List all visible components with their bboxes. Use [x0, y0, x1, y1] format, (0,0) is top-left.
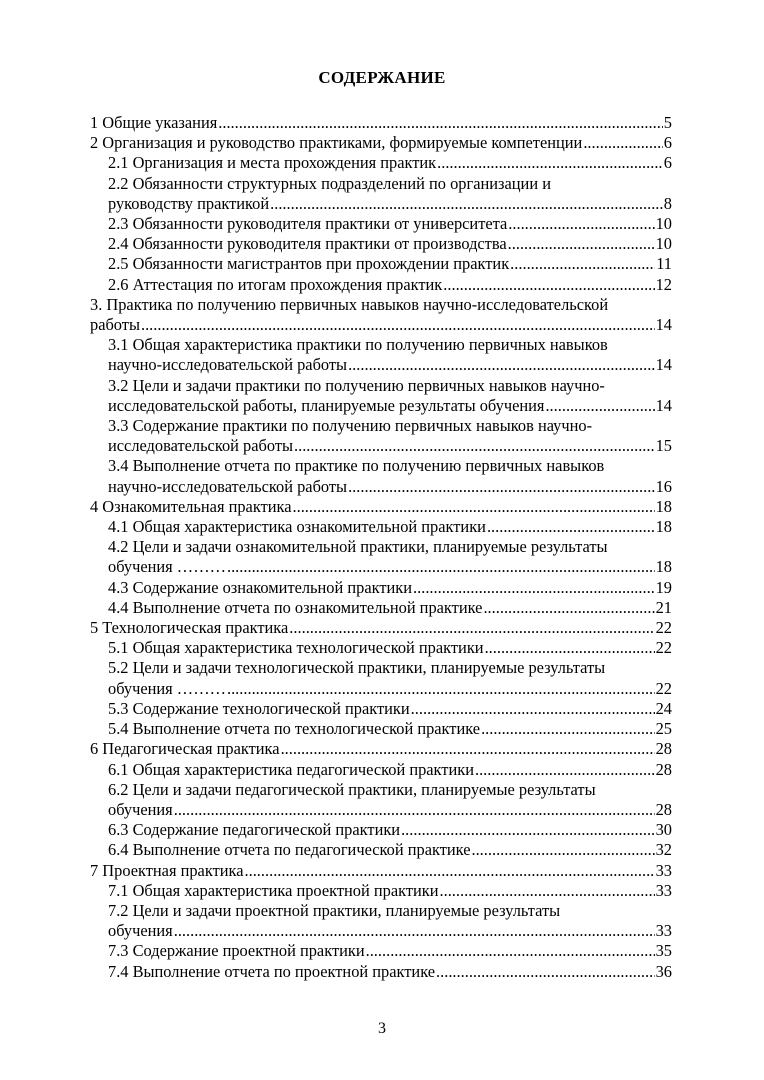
toc-entry[interactable] [90, 881, 672, 901]
toc-entry-title: работы [90, 315, 140, 335]
toc-entry[interactable] [90, 739, 672, 759]
toc-entry-title-line: 4.2 Цели и задачи ознакомительной практики, планируемые результаты [108, 537, 608, 557]
toc-page-number: 36 [655, 961, 672, 981]
toc-entry-title: 5.3 Содержание технологической практики [108, 698, 410, 718]
toc-entry-title: 2 Организация и руководство практиками, формируемые компетенции [90, 133, 583, 153]
dot-leader [174, 800, 655, 820]
toc-page-number: 30 [655, 820, 672, 840]
toc-page-number: 32 [655, 840, 672, 860]
toc-page-number: 12 [655, 274, 672, 294]
toc-entry[interactable] [90, 861, 672, 881]
toc-entry-title: 1 Общие указания [90, 113, 218, 132]
dot-leader [583, 133, 662, 153]
toc-entry-title-line: 3.2 Цели и задачи практики по получению первичных навыков научно- [108, 375, 605, 395]
dot-leader [437, 153, 663, 173]
toc-entry-title: обучения [108, 799, 173, 819]
dot-leader [411, 699, 655, 719]
toc-entry-title: 6.4 Выполнение отчета по педагогической практике [108, 840, 471, 860]
dot-leader [481, 719, 655, 739]
toc-entry-title: обучения [108, 921, 173, 941]
dot-leader [141, 315, 655, 335]
dot-leader [485, 638, 655, 658]
toc-page-number: 22 [655, 678, 672, 698]
toc-entry-title: обучения ……… [108, 557, 226, 577]
toc-entry-title: 5 Технологическая практика [90, 618, 289, 638]
dot-leader [401, 820, 655, 840]
toc-entry[interactable] [90, 234, 672, 254]
toc-page-number: 22 [655, 618, 672, 638]
toc-entry-title: 6 Педагогическая практика [90, 739, 280, 759]
dot-leader [545, 396, 654, 416]
toc-page-number: 5 [663, 113, 672, 132]
toc-entry-title: научно-исследовательской работы [108, 355, 348, 375]
toc-page-number: 15 [655, 436, 672, 456]
dot-leader [366, 941, 655, 961]
toc-entry[interactable] [90, 719, 672, 739]
toc-page-number: 33 [655, 921, 672, 941]
toc-entry-title-line: 3.3 Содержание практики по получению первичных навыков научно- [108, 416, 593, 436]
dot-leader [413, 578, 655, 598]
toc-page-number: 18 [655, 557, 672, 577]
toc-page-number: 28 [655, 799, 672, 819]
toc-entry[interactable] [90, 598, 672, 618]
toc-entry-title: 4 Ознакомительная практика [90, 496, 292, 516]
dot-leader [293, 497, 655, 517]
dot-leader [245, 861, 655, 881]
toc-entry-title-line: 2.2 Обязанности структурных подразделений по организации и [108, 173, 551, 193]
dot-leader [483, 598, 654, 618]
toc-entry-title: 7.1 Общая характеристика проектной практики [108, 880, 439, 900]
toc-entry[interactable] [90, 638, 672, 658]
toc-entry-title: 6.3 Содержание педагогической практики [108, 820, 401, 840]
toc-entry[interactable] [90, 780, 672, 820]
toc-entry-title: руководству практикой [108, 193, 270, 213]
dot-leader [227, 679, 655, 699]
toc-entry[interactable] [90, 416, 672, 456]
toc-entry[interactable] [90, 295, 672, 335]
toc-page-number: 6 [663, 133, 672, 153]
toc-entry-title: исследовательской работы, планируемые результаты обучения [108, 395, 545, 415]
toc-page-number: 28 [655, 759, 672, 779]
toc-entry[interactable] [90, 941, 672, 961]
toc-page-number: 18 [655, 496, 672, 516]
toc-entry[interactable] [90, 537, 672, 577]
toc-entry[interactable] [90, 840, 672, 860]
toc-entry-title: 2.6 Аттестация по итогам прохождения практик [108, 274, 443, 294]
toc-page-number: 14 [655, 355, 672, 375]
toc-title: СОДЕРЖАНИЕ [318, 68, 446, 87]
toc-page-number: 21 [655, 597, 672, 617]
dot-leader [348, 477, 655, 497]
dot-leader [508, 234, 655, 254]
toc-page-number: 14 [655, 395, 672, 415]
toc-entry-title: 5.4 Выполнение отчета по технологической практике [108, 719, 481, 739]
dot-leader [281, 739, 655, 759]
toc-page-number: 28 [655, 739, 672, 759]
toc-entry-title: 5.1 Общая характеристика технологической практики [108, 638, 484, 658]
toc-page-number: 25 [655, 719, 672, 739]
dot-leader [294, 436, 655, 456]
dot-leader [289, 618, 654, 638]
toc-page-number: 33 [655, 880, 672, 900]
dot-leader [508, 214, 654, 234]
toc-entry[interactable] [90, 335, 672, 375]
toc-entry[interactable] [90, 578, 672, 598]
toc-page-number: 6 [663, 153, 672, 173]
dot-leader [348, 355, 655, 375]
toc-entry-title: 7.3 Содержание проектной практики [108, 941, 365, 961]
toc-entry[interactable] [90, 618, 672, 638]
toc-page-number: 8 [663, 193, 672, 213]
toc-entry-title: исследовательской работы [108, 436, 293, 456]
toc-entry[interactable] [90, 133, 672, 153]
toc-page-number: 18 [655, 517, 672, 537]
toc-page-number: 10 [655, 214, 672, 234]
toc-entry-title-line: 5.2 Цели и задачи технологической практики, планируемые результаты [108, 658, 606, 678]
toc-entry[interactable] [90, 254, 672, 274]
toc-page-number: 33 [655, 860, 672, 880]
toc-entry[interactable] [90, 517, 672, 537]
dot-leader [436, 962, 655, 982]
toc-entry[interactable] [90, 275, 672, 295]
toc-entry[interactable] [90, 820, 672, 840]
table-of-contents [90, 113, 672, 982]
dot-leader [475, 760, 655, 780]
toc-entry[interactable] [90, 962, 672, 982]
toc-entry[interactable] [90, 214, 672, 234]
dot-leader [487, 517, 655, 537]
toc-page-number: 11 [656, 254, 672, 274]
toc-entry[interactable] [90, 456, 672, 496]
dot-leader [471, 840, 654, 860]
toc-entry[interactable] [90, 153, 672, 173]
dot-leader [227, 557, 655, 577]
dot-leader [218, 113, 663, 133]
dot-leader [270, 194, 663, 214]
toc-entry[interactable] [90, 497, 672, 517]
toc-entry[interactable] [90, 658, 672, 698]
toc-entry[interactable] [90, 113, 672, 133]
toc-entry-title: 2.3 Обязанности руководителя практики от университета [108, 214, 508, 234]
toc-entry[interactable] [90, 760, 672, 780]
toc-page-number: 22 [655, 638, 672, 658]
toc-entry[interactable] [90, 699, 672, 719]
dot-leader [440, 881, 655, 901]
toc-entry[interactable] [90, 376, 672, 416]
toc-entry-title-line: 7.2 Цели и задачи проектной практики, планируемые результаты [108, 900, 561, 920]
page-number: 3 [378, 1020, 386, 1037]
toc-entry-title: 2.1 Организация и места прохождения практик [108, 153, 437, 173]
toc-page-number: 19 [655, 577, 672, 597]
toc-entry-title-line: 3.4 Выполнение отчета по практике по получению первичных навыков [108, 456, 605, 476]
toc-entry-title: 7 Проектная практика [90, 860, 244, 880]
toc-page-number: 14 [655, 315, 672, 335]
toc-page-number: 24 [655, 698, 672, 718]
toc-entry-title: 4.4 Выполнение отчета по ознакомительной практике [108, 597, 483, 617]
toc-page-number: 35 [655, 941, 672, 961]
toc-entry-title: научно-исследовательской работы [108, 476, 348, 496]
toc-entry-title-line: 3.1 Общая характеристика практики по получению первичных навыков [108, 335, 608, 355]
toc-entry-title: 2.4 Обязанности руководителя практики от производства [108, 234, 507, 254]
toc-entry-title-line: 6.2 Цели и задачи педагогической практики, планируемые результаты [108, 779, 596, 799]
dot-leader [174, 921, 655, 941]
toc-entry-title: 4.3 Содержание ознакомительной практики [108, 577, 413, 597]
toc-entry-title: 2.5 Обязанности магистрантов при прохождении практик [108, 254, 510, 274]
toc-entry[interactable] [90, 174, 672, 214]
toc-entry-title: 4.1 Общая характеристика ознакомительной практики [108, 517, 486, 537]
toc-page-number: 10 [655, 234, 672, 254]
toc-entry-title: обучения ……… [108, 678, 226, 698]
toc-page-number: 16 [655, 476, 672, 496]
toc-entry-title: 7.4 Выполнение отчета по проектной практике [108, 961, 436, 981]
dot-leader [443, 275, 654, 295]
toc-entry-title-line: 3. Практика по получению первичных навыков научно-исследовательской [90, 294, 609, 314]
dot-leader [510, 254, 655, 274]
toc-entry-title: 6.1 Общая характеристика педагогической практики [108, 759, 474, 779]
toc-entry[interactable] [90, 901, 672, 941]
